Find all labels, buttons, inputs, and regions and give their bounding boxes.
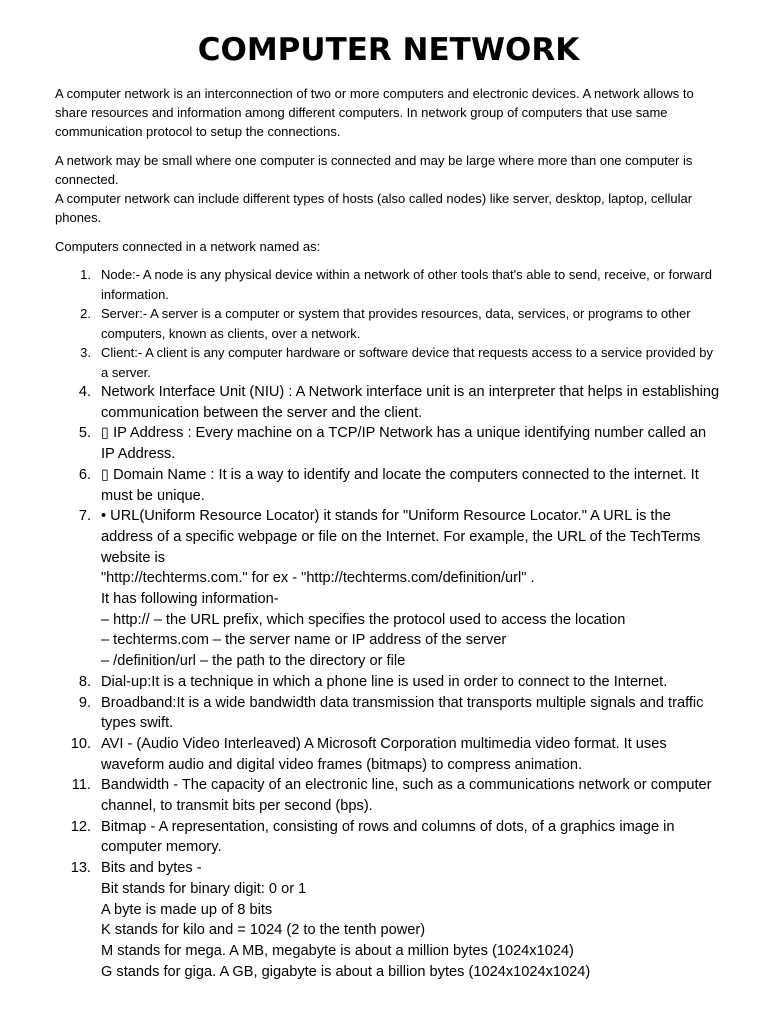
list-number: 5. xyxy=(78,425,91,442)
list-text: Broadband:It is a wide bandwidth data transmission that transports multiple signals and traffic types swift. xyxy=(101,694,704,732)
list-item xyxy=(55,693,722,734)
list-item xyxy=(55,506,722,672)
list-text: ▯ Domain Name : It is a way to identify and locate the computers connected to the internet. It must be unique. xyxy=(101,466,699,504)
list-item xyxy=(55,343,722,382)
list-text: "http://techterms.com." for ex - "http://techterms.com/definition/url" . xyxy=(101,570,535,587)
list-text: Bit stands for binary digit: 0 or 1 xyxy=(101,880,307,897)
intro-paragraph-1: A computer network is an interconnection of two or more computers and electronic devices. A network allows to share resources and information among different computers. In network group of computers that use same communication protocol to setup the connections. xyxy=(55,86,694,139)
list-number: 4. xyxy=(78,384,91,400)
list-text: Bitmap - A representation, consisting of rows and columns of dots, of a graphics image in computer memory. xyxy=(101,818,675,856)
page-title: COMPUTER NETWORK xyxy=(197,32,580,68)
list-item xyxy=(55,423,722,464)
list-number: 1. xyxy=(80,267,91,282)
list-item xyxy=(55,817,722,858)
list-text: Network Interface Unit (NIU) : A Network interface unit is an interpreter that helps in establishing communication between the server and the client. xyxy=(101,384,720,421)
list-text: M stands for mega. A MB, megabyte is about a million bytes (1024x1024) xyxy=(101,942,574,959)
list-item xyxy=(55,382,722,423)
list-text: Bits and bytes - xyxy=(101,860,202,877)
list-text: G stands for giga. A GB, gigabyte is about a billion bytes (1024x1024x1024) xyxy=(101,963,591,980)
list-number: 10. xyxy=(70,735,91,752)
terms-list xyxy=(55,265,722,982)
list-text: – http:// – the URL prefix, which specifies the protocol used to access the location xyxy=(101,611,626,628)
list-number: 3. xyxy=(80,345,91,360)
intro-paragraph-4: Computers connected in a network named as: xyxy=(55,239,321,254)
list-item xyxy=(55,304,722,343)
list-number: 7. xyxy=(78,508,91,525)
list-number: 6. xyxy=(78,466,91,483)
list-item xyxy=(55,775,722,816)
list-item xyxy=(55,465,722,506)
list-number: 13. xyxy=(70,860,91,877)
list-text: Client:- A client is any computer hardware or software device that requests access to a service provided by a server. xyxy=(101,345,714,380)
list-text: K stands for kilo and = 1024 (2 to the tenth power) xyxy=(101,922,426,939)
list-text: – techterms.com – the server name or IP address of the server xyxy=(101,632,507,649)
list-text: Server:- A server is a computer or system that provides resources, data, services, or programs to other computers, known as clients, over a network. xyxy=(101,306,691,341)
list-text: ▯ IP Address : Every machine on a TCP/IP Network has a unique identifying number called an IP Address. xyxy=(101,425,707,463)
list-text: It has following information- xyxy=(101,591,279,608)
list-text: • URL(Uniform Resource Locator) it stands for "Uniform Resource Locator." A URL is the address of a specific webpage or file on the Internet. For example, the URL of the TechTerms website is xyxy=(101,508,701,566)
list-number: 2. xyxy=(80,306,91,321)
intro-paragraph-3: A computer network can include different types of hosts (also called nodes) like server, desktop, laptop, cellular phones. xyxy=(55,191,693,225)
list-text: AVI - (Audio Video Interleaved) A Microsoft Corporation multimedia video format. It uses waveform audio and digital video frames (bitmaps) to compress animation. xyxy=(101,735,667,773)
list-item xyxy=(55,265,722,304)
list-item xyxy=(55,858,722,982)
intro-paragraph-2: A network may be small where one computer is connected and may be large where more than one computer is connected. xyxy=(55,153,693,187)
list-text: Bandwidth - The capacity of an electronic line, such as a communications network or computer channel, to transmit bits per second (bps). xyxy=(101,777,712,815)
intro-section xyxy=(55,84,722,256)
list-number: 12. xyxy=(70,818,91,835)
list-text: – /definition/url – the path to the directory or file xyxy=(101,653,406,670)
list-text: Dial-up:It is a technique in which a phone line is used in order to connect to the Internet. xyxy=(101,673,668,690)
list-item xyxy=(55,734,722,775)
list-item xyxy=(55,672,722,693)
list-text: Node:- A node is any physical device within a network of other tools that's able to send, receive, or forward information. xyxy=(101,267,712,302)
list-number: 8. xyxy=(78,673,91,690)
list-number: 11. xyxy=(71,777,91,794)
list-number: 9. xyxy=(78,694,91,711)
list-text: A byte is made up of 8 bits xyxy=(101,901,273,918)
